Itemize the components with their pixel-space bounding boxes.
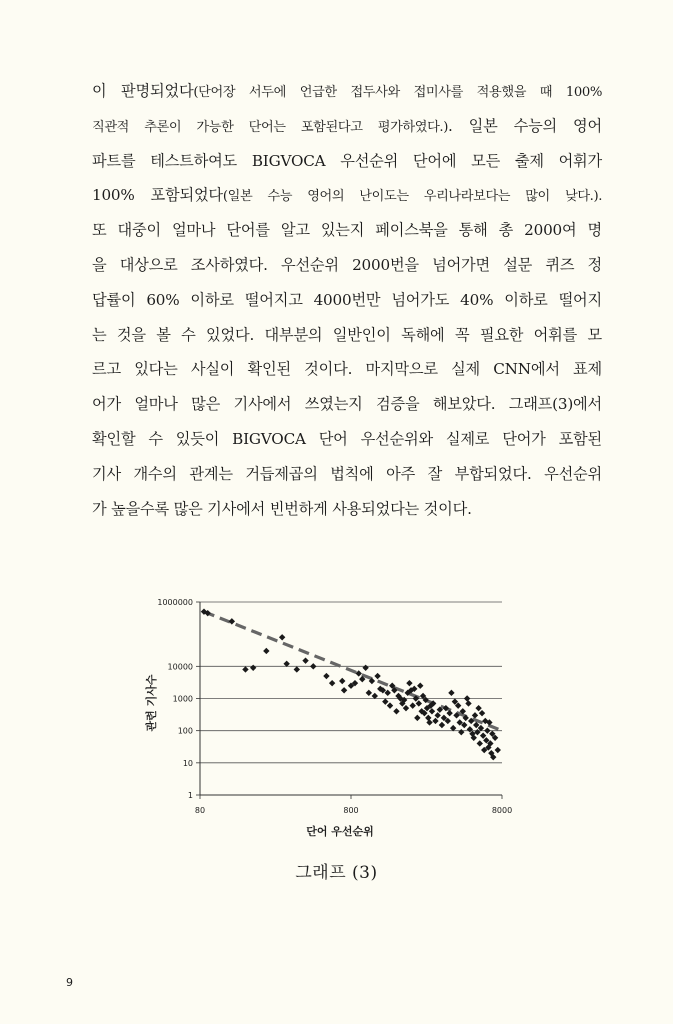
y-axis-label: 관련 기사수 — [145, 674, 158, 732]
data-point-39 — [406, 680, 412, 686]
data-point-55 — [429, 708, 435, 714]
data-point-85 — [477, 740, 483, 746]
data-point-3 — [229, 618, 235, 624]
data-point-65 — [448, 690, 454, 696]
data-point-84 — [475, 705, 481, 711]
data-point-20 — [362, 665, 368, 671]
data-point-6 — [263, 648, 269, 654]
x-tick-labels — [195, 806, 512, 815]
x-axis-label: 단어 우선순위 — [306, 825, 374, 838]
text-line-11 — [92, 422, 602, 457]
data-point-5 — [250, 665, 256, 671]
data-point-37 — [403, 705, 409, 711]
data-point-27 — [382, 698, 388, 704]
data-point-15 — [341, 687, 347, 693]
line-10-main: 어가 얼마나 많은 기사에서 쓰였는지 검증을 해보았다. 그래프(3)에서 — [92, 395, 602, 414]
x-tick-label-800: 800 — [343, 806, 359, 815]
y-tick-label-10000: 10000 — [167, 662, 193, 672]
line-6-main: 을 대상으로 조사하였다. 우선순위 2000번을 넘어가면 설문 퀴즈 정 — [92, 255, 602, 274]
line-2-parenthetical: 직관적 추론이 가능한 단어는 포함된다고 평가하였다.) — [92, 119, 448, 135]
text-line-3 — [92, 144, 602, 179]
y-tick-label-100: 100 — [177, 726, 193, 736]
data-point-64 — [446, 710, 452, 716]
y-tick-label-1: 1 — [187, 791, 193, 800]
line-2-main: . 일본 수능의 영어 — [447, 116, 602, 135]
line-4-main: 100% 포함되었다 — [92, 186, 223, 205]
line-4-parenthetical: (일본 수능 영어의 난이도는 우리나라보다는 많이 낮다.). — [222, 189, 602, 205]
page-number: 9 — [66, 976, 73, 989]
data-point-45 — [416, 700, 422, 706]
x-tick-label-8000: 8000 — [491, 806, 513, 815]
text-line-10 — [92, 387, 602, 422]
data-point-76 — [465, 700, 471, 706]
text-line-1 — [92, 74, 602, 109]
line-13-main: 가 높을수록 많은 기사에서 빈번하게 사용되었다는 것이다. — [92, 499, 472, 518]
line-5-main: 또 대중이 얼마나 단어를 알고 있는지 페이스북을 통해 총 2000여 명 — [92, 221, 602, 240]
trendline — [204, 612, 502, 731]
data-point-44 — [414, 715, 420, 721]
text-line-7 — [92, 283, 602, 318]
line-8-main: 는 것을 볼 수 있었다. 대부분의 일반인이 독해에 꼭 필요한 어휘를 모 — [92, 325, 602, 344]
text-line-2 — [92, 109, 602, 144]
text-line-5 — [92, 213, 602, 248]
trendline-group — [204, 612, 502, 731]
data-point-100 — [495, 747, 501, 753]
text-line-8 — [92, 318, 602, 353]
line-11-main: 확인할 수 있듯이 BIGVOCA 단어 우선순위와 실제로 단어가 포함된 — [92, 429, 602, 448]
y-tick-label-1000000: 1000000 — [157, 598, 193, 607]
y-tick-label-1000: 1000 — [172, 694, 193, 704]
data-point-71 — [458, 729, 464, 735]
data-point-7 — [279, 634, 285, 640]
line-9-main: 르고 있다는 사실이 확인된 것이다. 마지막으로 실제 CNN에서 표제 — [92, 360, 602, 379]
data-point-24 — [374, 673, 380, 679]
data-point-88 — [480, 732, 486, 738]
data-point-60 — [439, 722, 445, 728]
data-point-9 — [294, 666, 300, 672]
scatter-chart — [140, 585, 520, 855]
data-point-12 — [323, 673, 329, 679]
data-point-13 — [329, 680, 335, 686]
data-point-32 — [393, 708, 399, 714]
text-line-13 — [92, 492, 602, 527]
data-point-53 — [426, 719, 432, 725]
figure-caption: 그래프 (3) — [295, 863, 378, 883]
y-tick-labels — [157, 598, 193, 800]
data-point-46 — [417, 682, 423, 688]
x-tick-label-80: 80 — [194, 806, 206, 815]
text-line-6 — [92, 248, 602, 283]
line-1-main: 이 판명되었다 — [92, 82, 194, 100]
line-12-main: 기사 개수의 관계는 거듭제곱의 법칙에 아주 잘 부합되었다. 우선순위 — [92, 464, 602, 483]
data-point-41 — [410, 702, 416, 708]
chart-gridlines — [200, 602, 502, 763]
data-point-10 — [302, 657, 308, 663]
data-point-87 — [479, 710, 485, 716]
data-point-4 — [242, 666, 248, 672]
text-line-12 — [92, 457, 602, 492]
data-point-75 — [464, 695, 470, 701]
data-point-52 — [425, 715, 431, 721]
line-1-parenthetical: (단어장 서두에 언급한 접두사와 접미사를 적용했을 때 100% — [193, 85, 602, 100]
data-point-81 — [472, 712, 478, 718]
line-7-main: 답률이 60% 이하로 떨어지고 4000번만 넘어가도 40% 이하로 떨어지 — [92, 290, 602, 309]
data-point-21 — [366, 690, 372, 696]
text-line-4 — [92, 178, 602, 213]
data-point-92 — [484, 727, 490, 733]
line-3-main: 파트를 테스트하여도 BIGVOCA 우선순위 단어에 모든 출제 어휘가 — [92, 151, 602, 170]
text-line-9 — [92, 352, 602, 387]
y-tick-label-10: 10 — [182, 758, 193, 768]
data-point-29 — [387, 702, 393, 708]
data-points — [201, 608, 501, 760]
data-point-57 — [432, 718, 438, 724]
data-point-58 — [434, 712, 440, 718]
body-paragraph — [92, 74, 602, 526]
data-point-11 — [310, 663, 316, 669]
data-point-14 — [339, 678, 345, 684]
